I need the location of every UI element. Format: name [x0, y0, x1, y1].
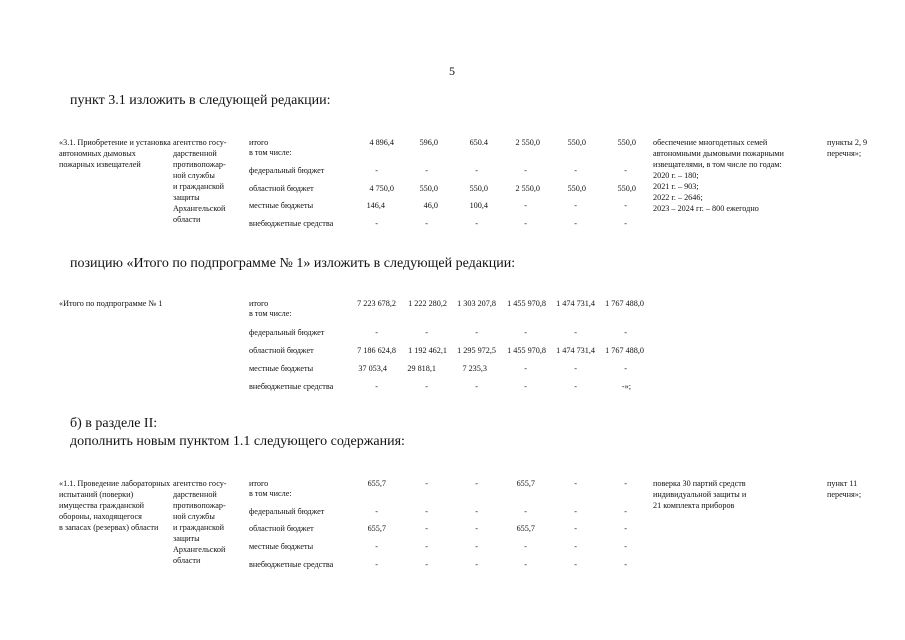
block2-row-regional-label: областной бюджет — [249, 346, 314, 355]
block3-r3-c3: - — [524, 542, 527, 551]
block3-r0-c1: - — [425, 479, 428, 488]
block1-r3-c5: - — [624, 201, 627, 210]
block1-r1-c5: - — [624, 166, 627, 175]
block1-r3-c0: 146,4 — [366, 201, 385, 210]
block1-r2-c5: 550,0 — [617, 184, 636, 193]
block3-r3-c0: - — [375, 542, 378, 551]
block2-r0-c5: 1 767 488,0 — [605, 299, 644, 308]
block3-r2-c4: - — [574, 524, 577, 533]
block1-r0-c2: 650.4 — [469, 138, 488, 147]
block1-r2-c1: 550,0 — [419, 184, 438, 193]
block1-row-local-label: местные бюджеты — [249, 201, 314, 210]
heading-section-ii: б) в разделе II: — [70, 416, 158, 431]
block3-r2-c2: - — [475, 524, 478, 533]
block2-r4-c3: - — [524, 382, 527, 391]
block2-r4-c5: -»; — [621, 382, 631, 391]
block1-r3-c4: - — [574, 201, 577, 210]
block3-r0-c4: - — [574, 479, 577, 488]
block3-r2-c5: - — [624, 524, 627, 533]
block2-r1-c4: - — [574, 328, 577, 337]
block2-r3-c3: - — [524, 364, 527, 373]
block3-r1-c0: - — [375, 507, 378, 516]
block1-row-regional-label: областной бюджет — [249, 184, 314, 193]
block2-row-federal-label: федеральный бюджет — [249, 328, 325, 337]
block1-row-federal-label: федеральный бюджет — [249, 166, 325, 175]
block3-r1-c3: - — [524, 507, 527, 516]
block1-r0-c4: 550,0 — [567, 138, 586, 147]
block3-r1-c5: - — [624, 507, 627, 516]
block2-r2-c3: 1 455 970,8 — [507, 346, 546, 355]
block1-r3-c1: 46,0 — [423, 201, 438, 210]
block1-r2-c4: 550,0 — [567, 184, 586, 193]
block2-r4-c0: - — [375, 382, 378, 391]
block1-r4-c2: - — [475, 219, 478, 228]
block3-r0-c5: - — [624, 479, 627, 488]
block1-row-total-label: итого — [249, 138, 269, 147]
block3-r2-c3: 655,7 — [516, 524, 535, 533]
block1-r4-c3: - — [524, 219, 527, 228]
block2-r2-c5: 1 767 488,0 — [605, 346, 644, 355]
block1-r0-c5: 550,0 — [617, 138, 636, 147]
block3-r0-c0: 655,7 — [367, 479, 386, 488]
block1-row-total-sublabel: в том числе: — [249, 148, 292, 157]
block1-r3-c3: - — [524, 201, 527, 210]
block3-r1-c2: - — [475, 507, 478, 516]
block1-r4-c1: - — [425, 219, 428, 228]
block2-r3-c0: 37 053,4 — [358, 364, 387, 373]
block2-r4-c2: - — [475, 382, 478, 391]
block3-r1-c4: - — [574, 507, 577, 516]
block3-r4-c0: - — [375, 560, 378, 569]
block3-r2-c1: - — [425, 524, 428, 533]
block1-r1-c4: - — [574, 166, 577, 175]
block1-executor: агентство госу- дарственной противопожар- ной службы и гражданской защиты Архангельской области — [173, 138, 227, 224]
block2-r0-c4: 1 474 731,4 — [556, 299, 595, 308]
block1-r4-c5: - — [624, 219, 627, 228]
block3-row-extrabudget-label: внебюджетные средства — [249, 560, 334, 569]
block3-row-total-sublabel: в том числе: — [249, 489, 292, 498]
block2-r1-c0: - — [375, 328, 378, 337]
block3-r0-c2: - — [475, 479, 478, 488]
block2-r3-c5: - — [624, 364, 627, 373]
block1-r0-c1: 596,0 — [419, 138, 438, 147]
block1-r4-c0: - — [375, 219, 378, 228]
block2-row-total-sublabel: в том числе: — [249, 309, 292, 318]
block2-r2-c4: 1 474 731,4 — [556, 346, 595, 355]
block3-r4-c3: - — [524, 560, 527, 569]
block1-r1-c1: - — [425, 166, 428, 175]
block1-r0-c0: 4 896,4 — [369, 138, 394, 147]
block3-r2-c0: 655,7 — [367, 524, 386, 533]
block3-r4-c5: - — [624, 560, 627, 569]
block1-result: обеспечение многодетных семей автономными дымовыми пожарными извещателями, в том числе по годам: 2020 г. – 180; 2021 г. – 903; 2022 г. – 2646; 2023 – 2024 гг. – 800 ежегодно — [653, 138, 784, 213]
block2-r1-c1: - — [425, 328, 428, 337]
block3-r0-c3: 655,7 — [516, 479, 535, 488]
block2-r0-c2: 1 303 207,8 — [457, 299, 496, 308]
block3-r3-c4: - — [574, 542, 577, 551]
block2-r1-c3: - — [524, 328, 527, 337]
block3-row-regional-label: областной бюджет — [249, 524, 314, 533]
block3-r4-c4: - — [574, 560, 577, 569]
block2-r3-c1: 29 818,1 — [407, 364, 436, 373]
heading-point-3-1: пункт 3.1 изложить в следующей редакции: — [70, 93, 331, 108]
block3-r1-c1: - — [425, 507, 428, 516]
block3-row-federal-label: федеральный бюджет — [249, 507, 325, 516]
block3-r4-c1: - — [425, 560, 428, 569]
block2-r1-c5: - — [624, 328, 627, 337]
block3-r4-c2: - — [475, 560, 478, 569]
block2-row-local-label: местные бюджеты — [249, 364, 314, 373]
block1-reference: пункты 2, 9 перечня»; — [827, 138, 868, 158]
block1-r4-c4: - — [574, 219, 577, 228]
block2-r0-c3: 1 455 970,8 — [507, 299, 546, 308]
block2-row-total-label: итого — [249, 299, 269, 308]
block1-row-extrabudget-label: внебюджетные средства — [249, 219, 334, 228]
block2-r1-c2: - — [475, 328, 478, 337]
block2-row-extrabudget-label: внебюджетные средства — [249, 382, 334, 391]
block1-r1-c3: - — [524, 166, 527, 175]
block3-r3-c5: - — [624, 542, 627, 551]
block1-r2-c2: 550,0 — [469, 184, 488, 193]
block1-r2-c3: 2 550,0 — [515, 184, 540, 193]
block2-r4-c4: - — [574, 382, 577, 391]
block1-r3-c2: 100,4 — [469, 201, 488, 210]
block2-r3-c2: 7 235,3 — [462, 364, 487, 373]
block3-result: поверка 30 партий средств индивидуальной защиты и 21 комплекта приборов — [653, 479, 747, 510]
block3-reference: пункт 11 перечня»; — [827, 479, 862, 499]
block1-title: «3.1. Приобретение и установка автономных дымовых пожарных извещателей — [59, 138, 171, 169]
block1-r2-c0: 4 750,0 — [369, 184, 394, 193]
block2-r0-c1: 1 222 280,2 — [408, 299, 447, 308]
block3-title: «1.1. Проведение лабораторных испытаний (поверки) имущества гражданской обороны, находящегося в запасах (резервах) области — [59, 479, 171, 532]
block1-r1-c2: - — [475, 166, 478, 175]
block2-r0-c0: 7 223 678,2 — [357, 299, 396, 308]
block1-r1-c0: - — [375, 166, 378, 175]
block2-r2-c1: 1 192 462,1 — [408, 346, 447, 355]
block1-r0-c3: 2 550,0 — [515, 138, 540, 147]
block3-row-local-label: местные бюджеты — [249, 542, 314, 551]
block2-r3-c4: - — [574, 364, 577, 373]
block2-r2-c0: 7 186 624,8 — [357, 346, 396, 355]
block3-row-total-label: итого — [249, 479, 269, 488]
block2-title: «Итого по подпрограмме № 1 — [59, 299, 163, 308]
heading-add-point-1-1: дополнить новым пунктом 1.1 следующего содержания: — [70, 434, 405, 449]
page-number: 5 — [449, 64, 455, 78]
block3-r3-c1: - — [425, 542, 428, 551]
block2-r4-c1: - — [425, 382, 428, 391]
heading-subprogram-total: позицию «Итого по подпрограмме № 1» изложить в следующей редакции: — [70, 256, 516, 271]
block3-executor: агентство госу- дарственной противопожар- ной службы и гражданской защиты Архангельской области — [173, 479, 227, 565]
block3-r3-c2: - — [475, 542, 478, 551]
block2-r2-c2: 1 295 972,5 — [457, 346, 496, 355]
